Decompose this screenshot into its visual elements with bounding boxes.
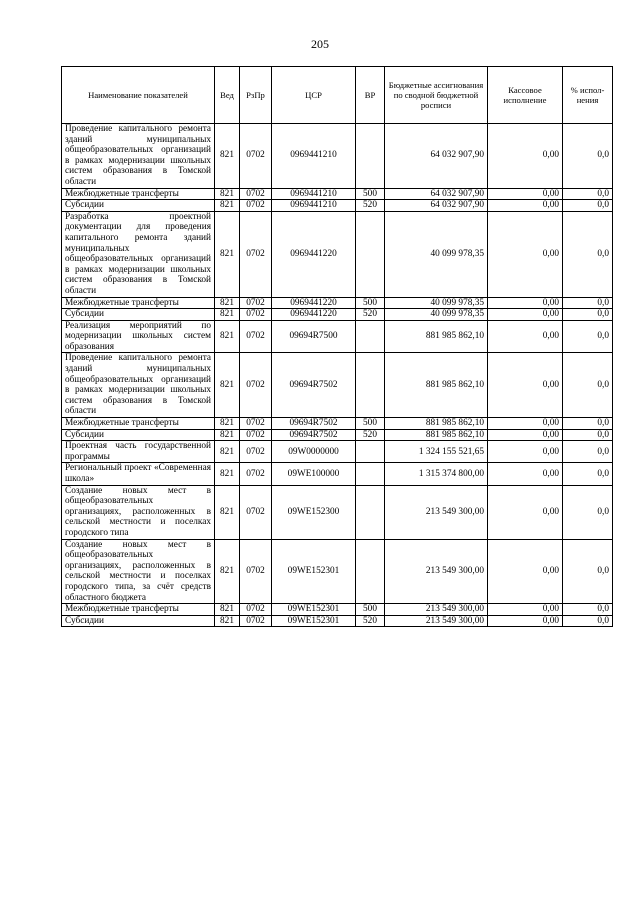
row-cash: 0,00 (488, 539, 563, 604)
column-header-name: Наименование показателей (62, 67, 215, 124)
row-percent: 0,0 (563, 320, 613, 353)
row-budget: 40 099 978,35 (385, 211, 488, 297)
row-budget: 881 985 862,10 (385, 418, 488, 430)
row-csr: 09WE152301 (272, 604, 356, 616)
row-rzpr: 0702 (240, 309, 272, 321)
row-vr: 520 (356, 200, 385, 212)
table-row (62, 615, 613, 627)
row-cash: 0,00 (488, 211, 563, 297)
row-rzpr: 0702 (240, 188, 272, 200)
row-ved: 821 (215, 309, 240, 321)
row-name: Субсидии (62, 615, 215, 627)
row-csr: 0969441210 (272, 124, 356, 189)
row-csr: 09W0000000 (272, 441, 356, 463)
row-vr: 520 (356, 429, 385, 441)
row-percent: 0,0 (563, 441, 613, 463)
column-header-rzpr: РзПр (240, 67, 272, 124)
row-budget: 64 032 907,90 (385, 124, 488, 189)
row-budget: 40 099 978,35 (385, 297, 488, 309)
column-header-ved: Вед (215, 67, 240, 124)
row-budget: 213 549 300,00 (385, 604, 488, 616)
table-row (62, 211, 613, 297)
row-csr: 0969441210 (272, 188, 356, 200)
row-name: Реализация мероприятий по модернизации школьных систем образования (62, 320, 215, 353)
row-cash: 0,00 (488, 297, 563, 309)
row-ved: 821 (215, 211, 240, 297)
row-name: Межбюджетные трансферты (62, 604, 215, 616)
row-budget: 213 549 300,00 (385, 539, 488, 604)
row-vr: 520 (356, 309, 385, 321)
row-ved: 821 (215, 200, 240, 212)
row-budget: 1 315 374 800,00 (385, 463, 488, 485)
table-row (62, 429, 613, 441)
row-cash: 0,00 (488, 353, 563, 418)
row-percent: 0,0 (563, 188, 613, 200)
row-name: Межбюджетные трансферты (62, 418, 215, 430)
row-percent: 0,0 (563, 429, 613, 441)
budget-table (61, 66, 613, 627)
row-percent: 0,0 (563, 211, 613, 297)
table-row (62, 188, 613, 200)
row-rzpr: 0702 (240, 418, 272, 430)
row-rzpr: 0702 (240, 429, 272, 441)
row-vr (356, 441, 385, 463)
row-vr (356, 539, 385, 604)
row-cash: 0,00 (488, 429, 563, 441)
table-row (62, 297, 613, 309)
row-csr: 0969441220 (272, 211, 356, 297)
row-vr: 500 (356, 297, 385, 309)
row-rzpr: 0702 (240, 200, 272, 212)
column-header-vr: ВР (356, 67, 385, 124)
table-row (62, 441, 613, 463)
row-name: Проведение капитального ремонта зданий муниципальных общеобразовательных организаций в рамках модернизации школьных систем образования в Томской области (62, 124, 215, 189)
row-csr: 0969441220 (272, 309, 356, 321)
row-budget: 881 985 862,10 (385, 320, 488, 353)
row-cash: 0,00 (488, 188, 563, 200)
row-percent: 0,0 (563, 463, 613, 485)
row-budget: 881 985 862,10 (385, 353, 488, 418)
row-rzpr: 0702 (240, 211, 272, 297)
row-budget: 40 099 978,35 (385, 309, 488, 321)
row-csr: 09WE152301 (272, 615, 356, 627)
row-percent: 0,0 (563, 353, 613, 418)
row-rzpr: 0702 (240, 353, 272, 418)
row-vr: 500 (356, 418, 385, 430)
row-rzpr: 0702 (240, 539, 272, 604)
table-header-row (62, 67, 613, 124)
row-rzpr: 0702 (240, 615, 272, 627)
row-vr (356, 211, 385, 297)
row-cash: 0,00 (488, 418, 563, 430)
row-vr (356, 320, 385, 353)
row-budget: 213 549 300,00 (385, 485, 488, 539)
row-name: Субсидии (62, 200, 215, 212)
row-ved: 821 (215, 297, 240, 309)
table-row (62, 418, 613, 430)
row-name: Субсидии (62, 309, 215, 321)
row-vr: 500 (356, 188, 385, 200)
row-cash: 0,00 (488, 463, 563, 485)
row-csr: 09WE152300 (272, 485, 356, 539)
row-percent: 0,0 (563, 539, 613, 604)
row-rzpr: 0702 (240, 124, 272, 189)
row-name: Проектная часть государственной программы (62, 441, 215, 463)
row-ved: 821 (215, 320, 240, 353)
row-ved: 821 (215, 604, 240, 616)
row-ved: 821 (215, 353, 240, 418)
row-percent: 0,0 (563, 309, 613, 321)
row-vr (356, 124, 385, 189)
row-percent: 0,0 (563, 297, 613, 309)
table-row (62, 309, 613, 321)
row-vr (356, 463, 385, 485)
row-name: Создание новых мест в общеобразовательных организациях, расположенных в сельской местности и поселках городского типа (62, 485, 215, 539)
row-ved: 821 (215, 615, 240, 627)
row-name: Разработка проектной документации для проведения капитального ремонта зданий муниципальных общеобразовательных организаций в рамках модернизации школьных систем образования в Томской области (62, 211, 215, 297)
table-row (62, 124, 613, 189)
row-rzpr: 0702 (240, 485, 272, 539)
row-vr (356, 353, 385, 418)
page-number: 205 (311, 37, 329, 51)
row-budget: 1 324 155 521,65 (385, 441, 488, 463)
column-header-csr: ЦСР (272, 67, 356, 124)
row-ved: 821 (215, 539, 240, 604)
row-rzpr: 0702 (240, 320, 272, 353)
row-cash: 0,00 (488, 124, 563, 189)
row-percent: 0,0 (563, 604, 613, 616)
row-csr: 0969441210 (272, 200, 356, 212)
table-row (62, 463, 613, 485)
row-percent: 0,0 (563, 124, 613, 189)
column-header-cash: Кассовое исполнение (488, 67, 563, 124)
row-cash: 0,00 (488, 320, 563, 353)
row-cash: 0,00 (488, 604, 563, 616)
row-percent: 0,0 (563, 200, 613, 212)
row-name: Межбюджетные трансферты (62, 297, 215, 309)
row-csr: 09694R7502 (272, 353, 356, 418)
row-cash: 0,00 (488, 485, 563, 539)
row-csr: 09WE152301 (272, 539, 356, 604)
row-csr: 09694R7500 (272, 320, 356, 353)
row-budget: 213 549 300,00 (385, 615, 488, 627)
table-row (62, 539, 613, 604)
row-rzpr: 0702 (240, 441, 272, 463)
row-ved: 821 (215, 463, 240, 485)
column-header-budget: Бюджетные ассигнования по сводной бюджетной росписи (385, 67, 488, 124)
row-ved: 821 (215, 124, 240, 189)
row-ved: 821 (215, 441, 240, 463)
row-percent: 0,0 (563, 615, 613, 627)
table-row (62, 200, 613, 212)
row-cash: 0,00 (488, 615, 563, 627)
row-name: Проведение капитального ремонта зданий муниципальных общеобразовательных организаций в рамках модернизации школьных систем образования в Томской области (62, 353, 215, 418)
row-percent: 0,0 (563, 418, 613, 430)
table-row (62, 604, 613, 616)
row-name: Субсидии (62, 429, 215, 441)
row-cash: 0,00 (488, 309, 563, 321)
column-header-percent: % испол-нения (563, 67, 613, 124)
row-name: Региональный проект «Современная школа» (62, 463, 215, 485)
row-cash: 0,00 (488, 441, 563, 463)
row-vr (356, 485, 385, 539)
table-row (62, 485, 613, 539)
row-name: Создание новых мест в общеобразовательных организациях, расположенных в сельской местности и поселках городского типа, за счёт средств областного бюджета (62, 539, 215, 604)
table-row (62, 353, 613, 418)
row-ved: 821 (215, 418, 240, 430)
row-csr: 0969441220 (272, 297, 356, 309)
row-percent: 0,0 (563, 485, 613, 539)
row-vr: 520 (356, 615, 385, 627)
row-budget: 64 032 907,90 (385, 200, 488, 212)
row-budget: 881 985 862,10 (385, 429, 488, 441)
row-csr: 09694R7502 (272, 429, 356, 441)
row-ved: 821 (215, 485, 240, 539)
row-ved: 821 (215, 188, 240, 200)
row-csr: 09694R7502 (272, 418, 356, 430)
row-vr: 500 (356, 604, 385, 616)
row-budget: 64 032 907,90 (385, 188, 488, 200)
row-rzpr: 0702 (240, 604, 272, 616)
row-cash: 0,00 (488, 200, 563, 212)
row-rzpr: 0702 (240, 463, 272, 485)
row-csr: 09WE100000 (272, 463, 356, 485)
row-name: Межбюджетные трансферты (62, 188, 215, 200)
table-row (62, 320, 613, 353)
row-ved: 821 (215, 429, 240, 441)
row-rzpr: 0702 (240, 297, 272, 309)
